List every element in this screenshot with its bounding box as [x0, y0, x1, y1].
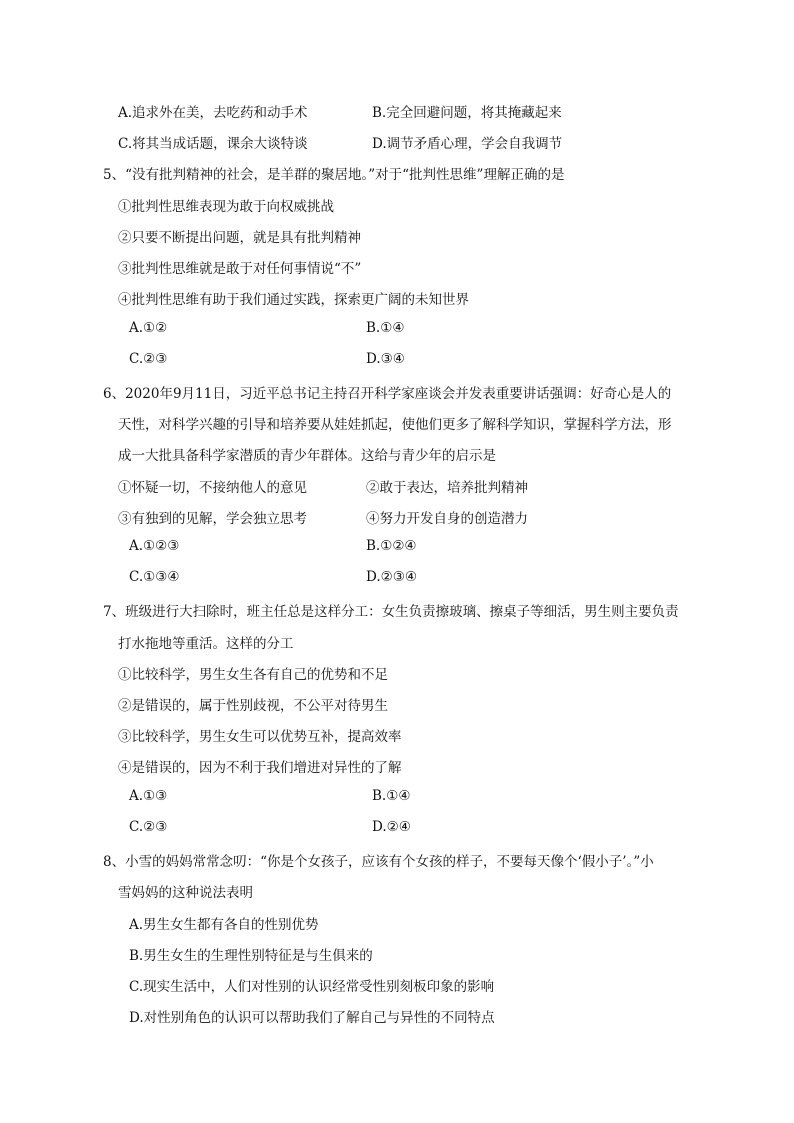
q7-statement-3: ③比较科学，男生女生可以优势互补，提高效率	[118, 729, 402, 745]
q7-option-c: C.②③	[129, 819, 168, 835]
q6-option-a: A.①②③	[129, 538, 180, 554]
q7-option-b: B.①④	[372, 788, 411, 804]
q5-statement-3: ③批判性思维就是敢于对任何事情说“不”	[118, 261, 362, 277]
q7-option-d: D.②④	[372, 819, 411, 835]
q6-option-c: C.①③④	[129, 569, 180, 585]
q8-stem-line-1: 8、小雪的妈妈常常念叨：“你是个女孩子，应该有个女孩的样子，不要每天像个‘假小子’。”小	[103, 854, 654, 870]
q7-option-a: A.①③	[129, 788, 168, 804]
q4-option-d: D.调节矛盾心理，学会自我调节	[372, 136, 563, 152]
q8-option-c: C.现实生活中，人们对性别的认识经常受性别刻板印象的影响	[129, 979, 495, 995]
q5-option-c: C.②③	[129, 351, 168, 367]
q5-stem: 5、“没有批判精神的社会，是羊群的聚居地。”对于“批判性思维”理解正确的是	[103, 167, 565, 183]
q4-option-c: C.将其当成话题，课余大谈特谈	[118, 136, 308, 152]
q6-statement-2: ②敢于表达，培养批判精神	[366, 480, 528, 496]
q8-option-b: B.男生女生的生理性别特征是与生俱来的	[129, 948, 373, 964]
q6-statement-3: ③有独到的见解，学会独立思考	[118, 511, 307, 527]
q5-option-a: A.①②	[129, 320, 168, 336]
q5-statement-1: ①批判性思维表现为敢于向权威挑战	[118, 199, 334, 215]
q6-statement-1: ①怀疑一切，不接纳他人的意见	[118, 480, 307, 496]
q6-stem-line-2: 天性，对科学兴趣的引导和培养要从娃娃抓起，使他们更多了解科学知识，掌握科学方法，形	[118, 417, 672, 433]
q8-option-d: D.对性别角色的认识可以帮助我们了解自己与异性的不同特点	[129, 1010, 495, 1026]
q5-option-b: B.①④	[366, 320, 405, 336]
q6-statement-4: ④努力开发自身的创造潜力	[366, 511, 528, 527]
q7-stem-line-1: 7、班级进行大扫除时，班主任总是这样分工：女生负责擦玻璃、擦桌子等细活，男生则主要负责	[103, 604, 679, 620]
q5-statement-4: ④批判性思维有助于我们通过实践，探索更广阔的未知世界	[118, 292, 469, 308]
q6-option-b: B.①②④	[366, 538, 417, 554]
q6-stem-line-3: 成一大批具备科学家潜质的青少年群体。这给与青少年的启示是	[118, 448, 496, 464]
q8-stem-line-2: 雪妈妈的这种说法表明	[118, 885, 253, 901]
q7-statement-1: ①比较科学，男生女生各有自己的优势和不足	[118, 667, 388, 683]
q6-stem-line-1: 6、2020年9月11日，习近平总书记主持召开科学家座谈会并发表重要讲话强调：好奇心是人的	[103, 386, 672, 402]
q4-option-b: B.完全回避问题，将其掩藏起来	[372, 105, 562, 121]
q4-option-a: A.追求外在美，去吃药和动手术	[118, 105, 308, 121]
q8-option-a: A.男生女生都有各自的性别优势	[129, 917, 319, 933]
q7-statement-2: ②是错误的，属于性别歧视，不公平对待男生	[118, 698, 388, 714]
q7-statement-4: ④是错误的，因为不利于我们增进对异性的了解	[118, 760, 402, 776]
q7-stem-line-2: 打水拖地等重活。这样的分工	[118, 636, 294, 652]
q5-option-d: D.③④	[366, 351, 405, 367]
q5-statement-2: ②只要不断提出问题，就是具有批判精神	[118, 230, 361, 246]
q6-option-d: D.②③④	[366, 569, 417, 585]
